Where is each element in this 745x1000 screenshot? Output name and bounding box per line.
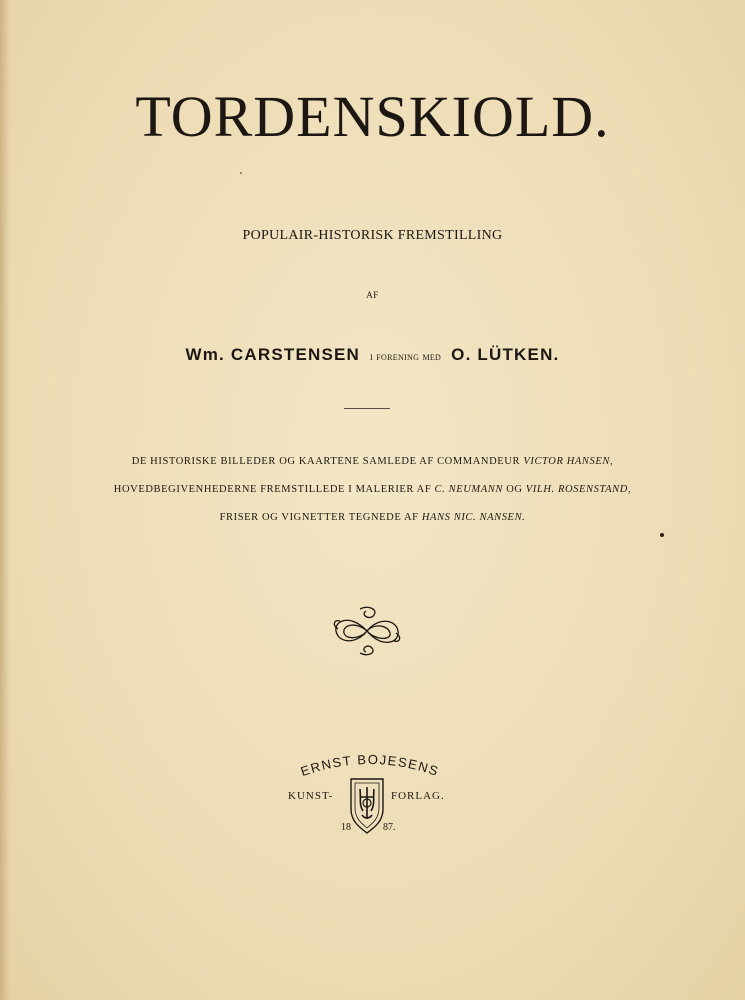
credit-line-3 bbox=[0, 504, 745, 532]
authors-line bbox=[0, 345, 745, 365]
author-primary: Wm. CARSTENSEN bbox=[185, 345, 361, 364]
publisher-left-word: KUNST- bbox=[288, 790, 334, 802]
paper-speck bbox=[240, 172, 242, 174]
publisher-right-word: FORLAG. bbox=[391, 790, 445, 802]
credit-line-2-text: HOVEDBEGIVENHEDERNE FREMSTILLEDE I MALERIER AF bbox=[113, 484, 432, 495]
by-line: AF bbox=[366, 290, 379, 300]
credit-line-3-name: HANS NIC. NANSEN. bbox=[421, 512, 526, 523]
book-title: TORDENSKIOLD. bbox=[135, 84, 610, 149]
publisher-shield-emblem bbox=[347, 775, 387, 835]
credit-line-1 bbox=[0, 448, 745, 476]
divider-rule bbox=[344, 408, 390, 409]
credit-line-2-join: OG bbox=[506, 484, 523, 495]
credit-line-2-name-a: C. NEUMANN bbox=[434, 484, 503, 495]
svg-text:ERNST BOJESENS: ERNST BOJESENS bbox=[298, 752, 442, 780]
credit-line-1-name: VICTOR HANSEN, bbox=[523, 456, 614, 467]
subtitle: POPULAIR-HISTORISK FREMSTILLING bbox=[242, 228, 503, 243]
credit-line-2-name-b: VILH. ROSENSTAND, bbox=[525, 484, 632, 495]
credit-line-2 bbox=[0, 476, 745, 504]
publication-year-part-2: 87. bbox=[383, 822, 396, 833]
credits-block bbox=[0, 448, 745, 532]
credit-line-3-text: FRISER OG VIGNETTER TEGNEDE AF bbox=[219, 512, 419, 523]
paper-speck bbox=[660, 533, 664, 537]
credit-line-1-text: DE HISTORISKE BILLEDER OG KAARTENE SAMLEDE AF COMMANDEUR bbox=[131, 456, 521, 467]
author-joiner: i forening med bbox=[370, 349, 442, 363]
author-secondary: O. LÜTKEN. bbox=[451, 345, 560, 364]
publication-year-part-1: 18 bbox=[341, 822, 351, 833]
flourish-ornament bbox=[330, 603, 404, 659]
